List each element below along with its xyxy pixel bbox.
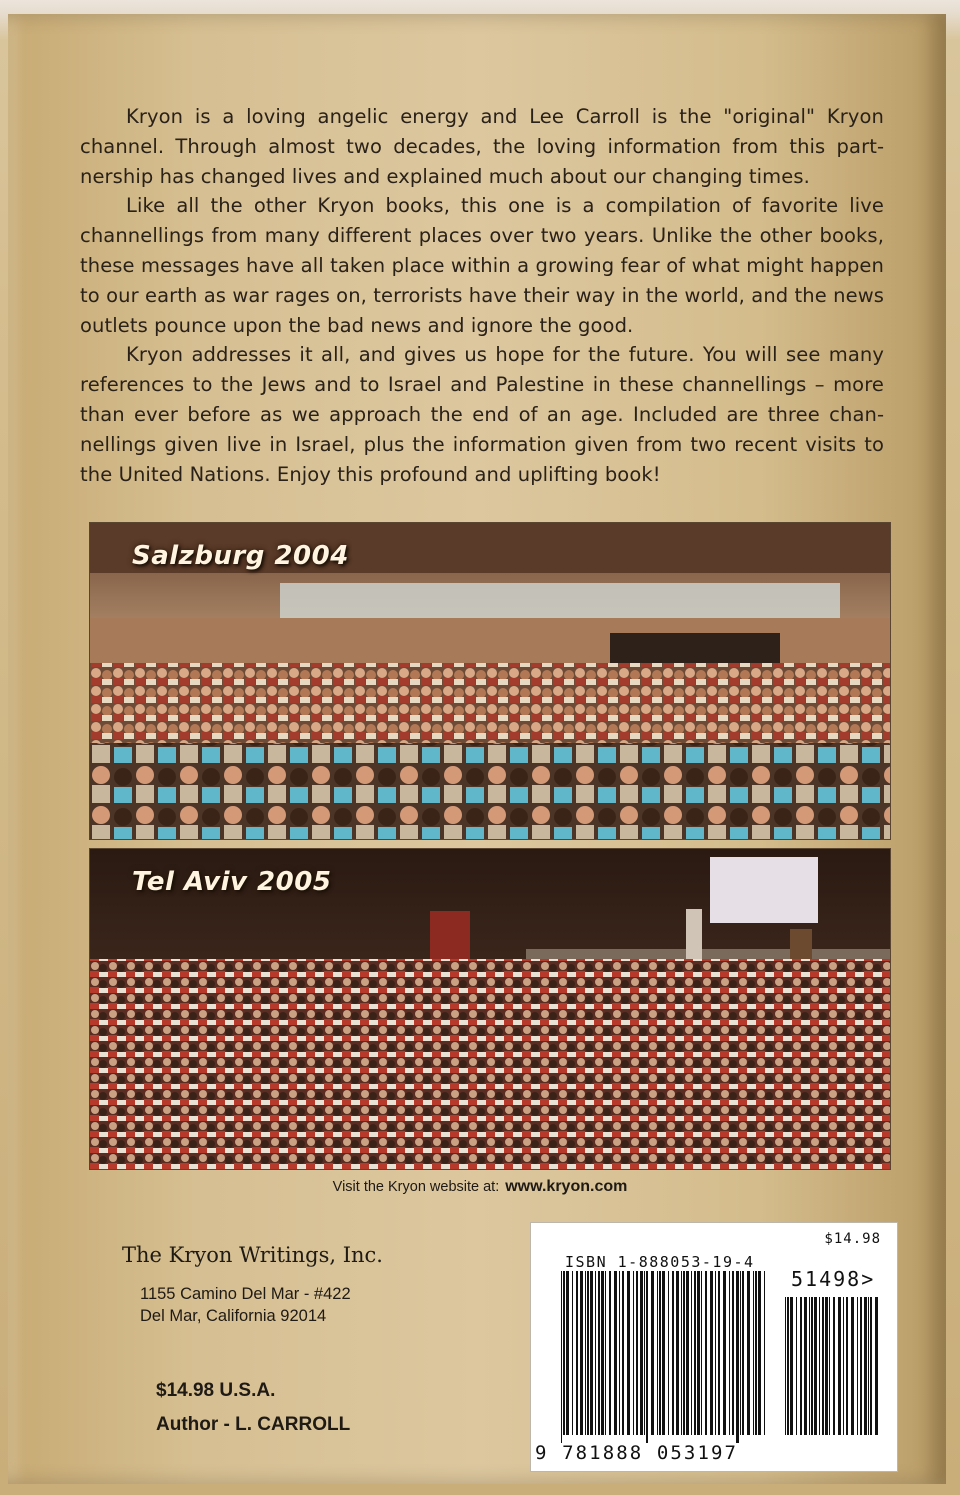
barcode-bar	[715, 1271, 716, 1435]
barcode-bar	[601, 1271, 604, 1435]
ean-barcode	[559, 1271, 769, 1443]
barcode-bar	[598, 1271, 600, 1435]
barcode-bar	[851, 1297, 854, 1435]
salzburg-caption: Salzburg 2004	[132, 541, 349, 571]
ean-digits: 9 781888 053197	[535, 1442, 739, 1464]
barcode-bar	[785, 1297, 786, 1435]
barcode-bar	[838, 1297, 841, 1435]
barcode-bar	[819, 1297, 820, 1435]
barcode-bar	[804, 1297, 807, 1435]
barcode-bar	[580, 1271, 583, 1435]
barcode-bar	[572, 1271, 573, 1435]
barcode-bar	[790, 1297, 793, 1435]
salzburg-photo	[89, 522, 891, 840]
barcode-bar	[566, 1271, 569, 1435]
barcode-bar	[705, 1271, 707, 1435]
price-usa: $14.98 U.S.A.	[156, 1380, 276, 1401]
barcode-bar	[701, 1271, 702, 1435]
isbn-text: ISBN 1-888053-19-4	[565, 1253, 755, 1271]
blurb-paragraph-2: Like all the other Kryon books, this one is a compilation of favorite live channellings from many different places over two years. Unlike the other books, these messages have all taken place within a growing fear of what might happen to our earth as war rages on, terrorists have their way in the world, and the news outlets pounce upon the bad news and ignore the good.	[80, 194, 885, 337]
barcode-bar	[622, 1271, 624, 1435]
barcode-bar	[646, 1271, 648, 1443]
blurb-paragraph-3: Kryon addresses it all, and gives us hope for the future. You will see many references to the Jews and to Israel and Palestine in these channellings – more than ever before as we approach the end of an age. Included are three channellings given live in Israel, plus the information given from two recent visits to the United Nations. Enjoy this profound and uplifting book!	[80, 343, 884, 486]
barcode-bar	[723, 1271, 726, 1435]
barcode-bar	[676, 1271, 679, 1435]
barcode-bar	[870, 1297, 872, 1435]
address-line-1: 1155 Camino Del Mar - #422	[140, 1285, 351, 1303]
barcode-bar	[681, 1271, 682, 1435]
barcode-bar	[590, 1271, 593, 1435]
barcode-bar	[691, 1271, 692, 1435]
barcode-bar	[651, 1271, 654, 1435]
website-url[interactable]: www.kryon.com	[505, 1178, 628, 1195]
author-line: Author - L. CARROLL	[156, 1414, 351, 1435]
barcode-bar	[833, 1297, 835, 1435]
barcode-bar	[846, 1297, 848, 1435]
barcode-bar	[736, 1271, 739, 1443]
barcode-bar	[585, 1271, 586, 1435]
barcode-bar	[683, 1271, 685, 1435]
barcode-bar	[755, 1271, 757, 1435]
barcode-label	[530, 1222, 898, 1472]
barcode-bar	[809, 1297, 810, 1435]
barcode-bar	[561, 1271, 562, 1443]
barcode-bar	[662, 1271, 665, 1435]
barcode-bar	[605, 1271, 606, 1435]
website-label: Visit the Kryon website at:	[332, 1179, 500, 1195]
barcode-bar	[800, 1297, 802, 1435]
barcode-bar	[843, 1297, 844, 1435]
barcode-bar	[868, 1297, 869, 1435]
barcode-bar	[796, 1297, 797, 1435]
website-line	[0, 1178, 960, 1196]
barcode-bar	[814, 1297, 817, 1435]
address-line-2: Del Mar, California 92014	[140, 1307, 327, 1325]
barcode-price: $14.98	[824, 1231, 881, 1247]
barcode-bar	[753, 1271, 754, 1435]
barcode-bar	[609, 1271, 611, 1435]
barcode-bar	[694, 1271, 696, 1435]
barcode-bar	[811, 1297, 813, 1435]
barcode-bar	[740, 1271, 741, 1435]
telaviv-photo	[89, 848, 891, 1170]
barcode-bar	[732, 1271, 734, 1435]
barcode-bar	[659, 1271, 661, 1435]
barcode-bar	[668, 1271, 669, 1435]
barcode-bar	[864, 1297, 867, 1435]
barcode-bar	[640, 1271, 643, 1435]
barcode-bar	[644, 1271, 645, 1435]
barcode-bar	[758, 1271, 761, 1435]
barcode-bar	[829, 1297, 830, 1435]
telaviv-caption: Tel Aviv 2005	[132, 867, 332, 897]
barcode-bar	[747, 1271, 750, 1435]
publisher-name: The Kryon Writings, Inc.	[122, 1243, 383, 1267]
barcode-bar	[710, 1271, 713, 1435]
blurb-paragraph-1: Kryon is a loving angelic energy and Lee Carroll is the "original" Kryon channel. Through almost two decades, the loving information from this partnership has changed lives and explained much about our changing times.	[80, 105, 884, 188]
barcode-bar	[822, 1297, 824, 1435]
barcode-bar	[857, 1297, 858, 1435]
barcode-bar	[636, 1271, 638, 1435]
publisher-address	[140, 1283, 351, 1327]
barcode-bar	[742, 1271, 744, 1435]
barcode-bar	[595, 1271, 596, 1435]
barcode-bar	[875, 1297, 878, 1435]
barcode-bar	[614, 1271, 617, 1435]
barcode-bar	[633, 1271, 634, 1435]
blurb-text	[80, 102, 884, 489]
barcode-bar	[825, 1297, 828, 1435]
barcode-bar	[686, 1271, 689, 1435]
barcode-bar	[657, 1271, 658, 1435]
barcode-bar	[729, 1271, 730, 1435]
barcode-bar	[563, 1271, 565, 1435]
barcode-bar	[619, 1271, 620, 1435]
telaviv-audience-image	[90, 849, 890, 1169]
barcode-bar	[627, 1271, 630, 1435]
addon-barcode	[783, 1297, 879, 1443]
barcode-bar	[672, 1271, 674, 1435]
barcode-bar	[860, 1297, 862, 1435]
barcode-bar	[697, 1271, 700, 1435]
barcode-bar	[764, 1271, 765, 1435]
barcode-bar	[718, 1271, 720, 1435]
addon-number: 51498>	[791, 1267, 876, 1291]
barcode-bar	[787, 1297, 789, 1435]
barcode-bar	[587, 1271, 589, 1435]
barcode-bar	[576, 1271, 578, 1435]
